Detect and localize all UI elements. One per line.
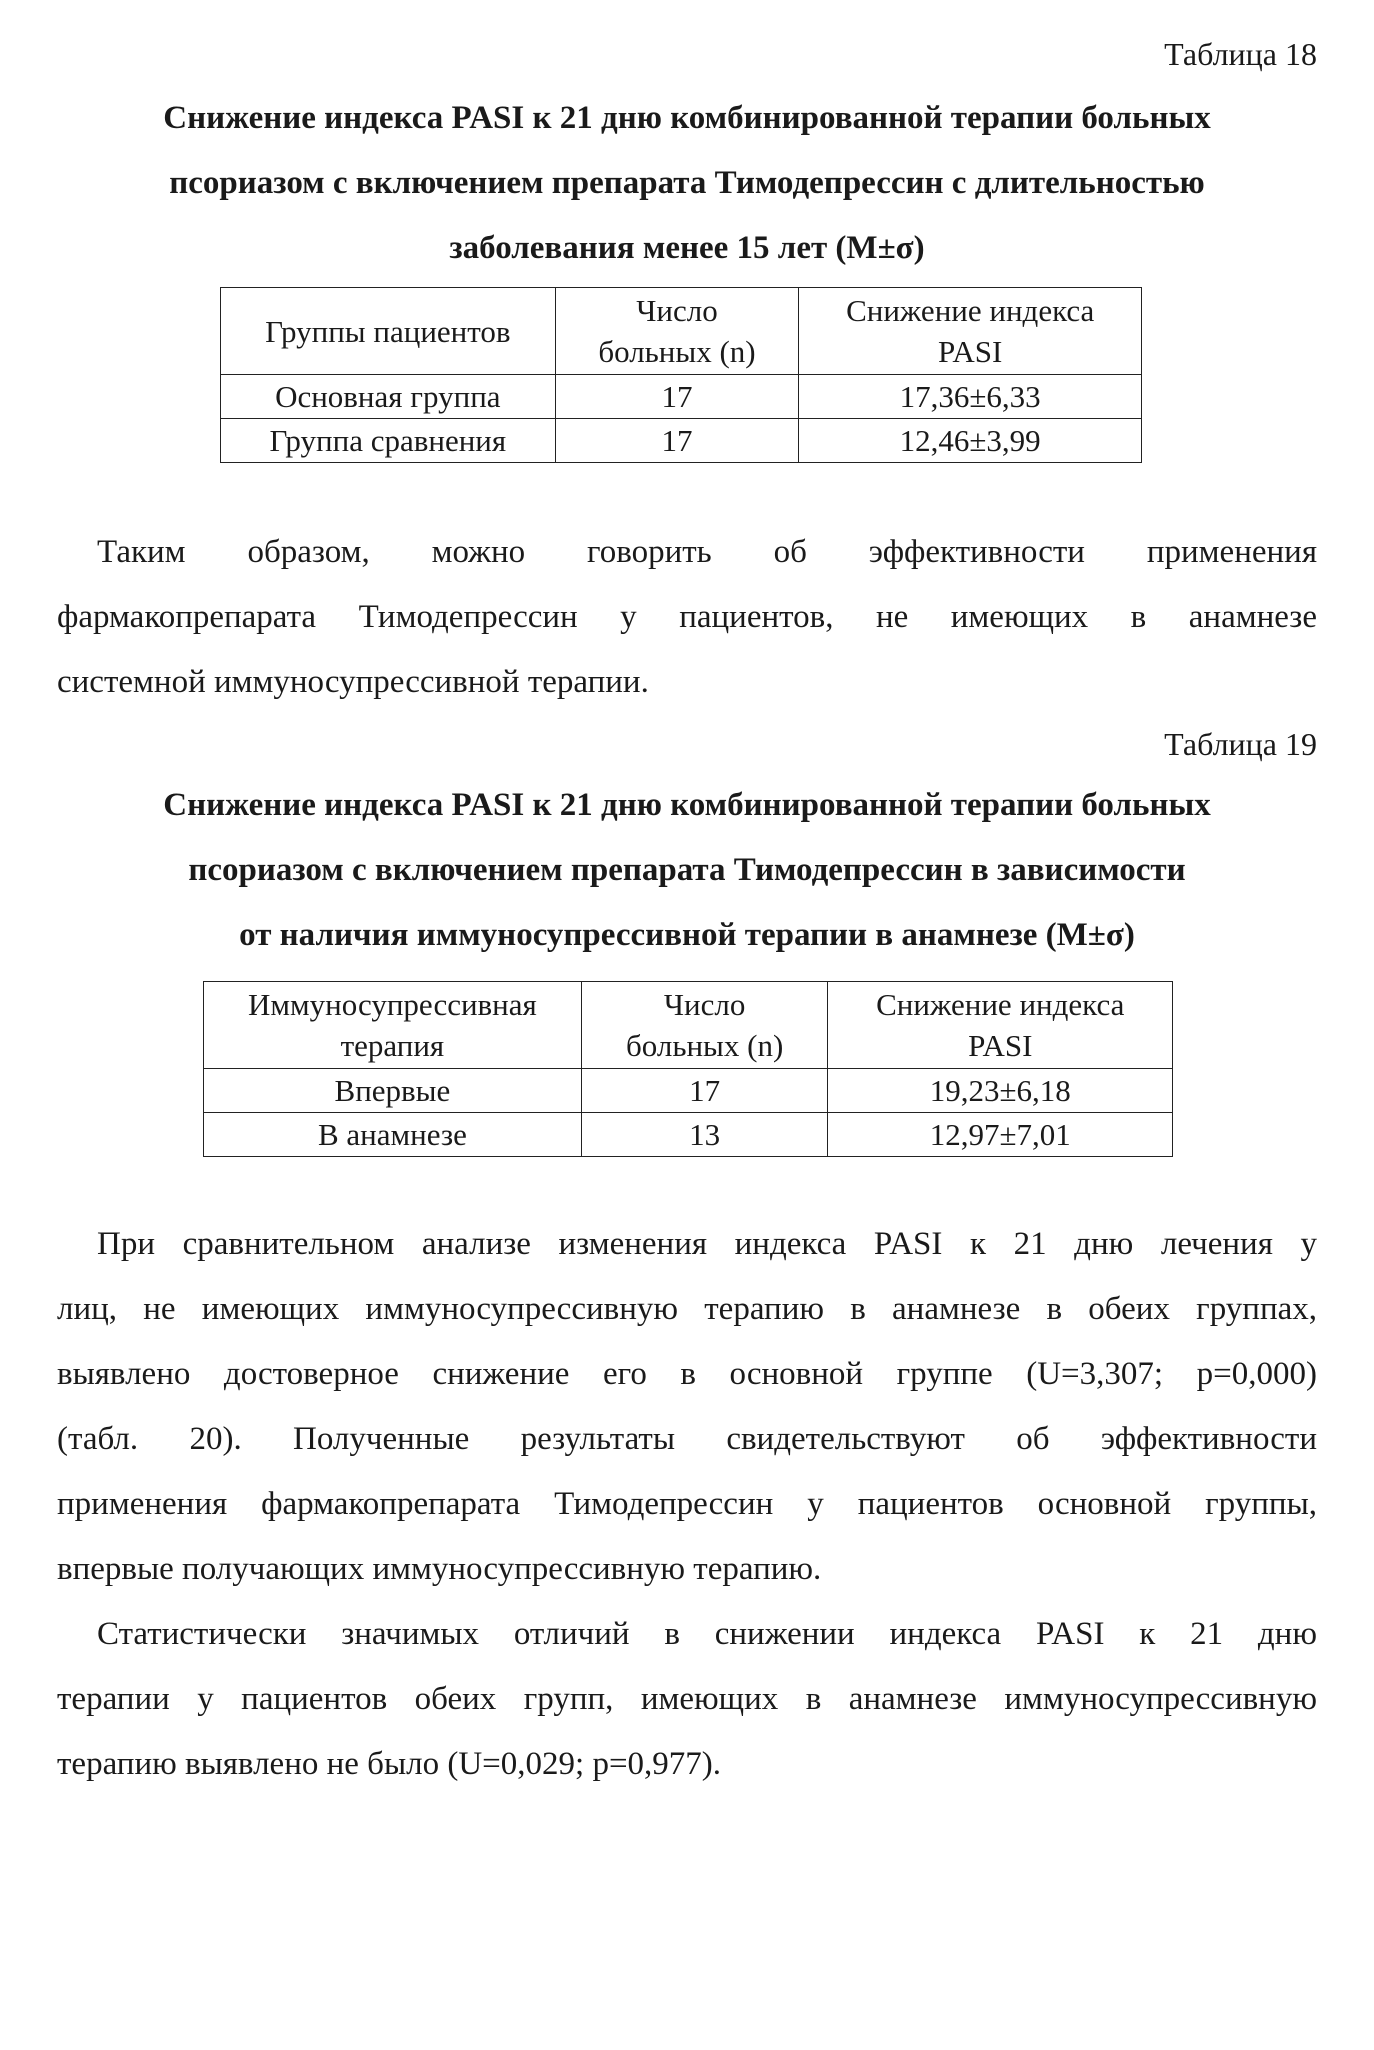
paragraph-line: терапию выявлено не было (U=0,029; p=0,977). <box>57 1746 722 1782</box>
table-cell: В анамнезе <box>204 1113 582 1157</box>
header-cell-therapy <box>204 982 582 1069</box>
table-19-title-line: Снижение индекса PASI к 21 дню комбинированной терапии больных <box>163 787 1211 823</box>
table-18-title-line: псориазом с включением препарата Тимодепрессин с длительностью <box>169 165 1205 201</box>
paragraph-line: При сравнительном анализе изменения индекса PASI к 21 дню лечения у <box>97 1226 1317 1262</box>
table-18-title <box>60 86 1314 281</box>
table-18-label: Таблица 18 <box>1164 36 1317 72</box>
table-cell: 17,36±6,33 <box>799 375 1142 419</box>
table-18-title-line: заболевания менее 15 лет (М±σ) <box>449 230 925 266</box>
header-text: PASI <box>938 334 1003 369</box>
header-text: PASI <box>968 1028 1033 1063</box>
header-text: терапия <box>340 1028 445 1063</box>
paragraph-line: терапии у пациентов обеих групп, имеющих в анамнезе иммуносупрессивную <box>57 1681 1317 1717</box>
table-row <box>221 375 1142 419</box>
header-cell-count <box>555 288 799 375</box>
table-row <box>204 1113 1173 1157</box>
paragraph-line: Статистически значимых отличий в снижении индекса PASI к 21 дню <box>97 1616 1317 1652</box>
header-text: Иммуносупрессивная <box>247 987 537 1022</box>
table-cell: 13 <box>581 1113 828 1157</box>
paragraph-line: лиц, не имеющих иммуносупрессивную терапию в анамнезе в обеих группах, <box>57 1291 1317 1327</box>
paragraph-line: впервые получающих иммуносупрессивную терапию. <box>57 1551 822 1587</box>
header-cell-count <box>581 982 828 1069</box>
table-row <box>221 419 1142 463</box>
header-text: Снижение индекса <box>876 987 1125 1022</box>
table-19 <box>203 981 1173 1157</box>
table-cell: 19,23±6,18 <box>828 1069 1173 1113</box>
table-19-title <box>60 773 1314 968</box>
header-text: Группы пациентов <box>265 313 511 349</box>
paragraph-line: фармакопрепарата Тимодепрессин у пациентов, не имеющих в анамнезе <box>57 599 1317 635</box>
paragraph-line: Таким образом, можно говорить об эффективности применения <box>97 534 1317 570</box>
table-19-label: Таблица 19 <box>1164 726 1317 762</box>
paragraph-3 <box>57 1602 1317 1797</box>
table-cell: 12,46±3,99 <box>799 419 1142 463</box>
header-text: больных (n) <box>625 1028 784 1063</box>
table-header-row <box>221 288 1142 375</box>
header-text: больных (n) <box>598 334 756 369</box>
table-cell: Впервые <box>204 1069 582 1113</box>
table-18-title-line: Снижение индекса PASI к 21 дню комбинированной терапии больных <box>163 100 1211 136</box>
header-cell-groups <box>221 288 556 375</box>
table-19-title-line: псориазом с включением препарата Тимодепрессин в зависимости <box>188 852 1186 888</box>
table-cell: 12,97±7,01 <box>828 1113 1173 1157</box>
table-cell: 17 <box>581 1069 828 1113</box>
paragraph-line: системной иммуносупрессивной терапии. <box>57 664 649 700</box>
header-text: Число <box>663 987 746 1022</box>
header-cell-pasi <box>828 982 1173 1069</box>
table-cell: Основная группа <box>221 375 556 419</box>
paragraph-line: (табл. 20). Полученные результаты свидетельствуют об эффективности <box>57 1421 1317 1457</box>
paragraph-line: применения фармакопрепарата Тимодепрессин у пациентов основной группы, <box>57 1486 1317 1522</box>
table-19-title-line: от наличия иммуносупрессивной терапии в анамнезе (М±σ) <box>239 917 1135 953</box>
paragraph-line: выявлено достоверное снижение его в основной группе (U=3,307; p=0,000) <box>57 1356 1317 1392</box>
header-cell-pasi <box>799 288 1142 375</box>
table-header-row <box>204 982 1173 1069</box>
table-row <box>204 1069 1173 1113</box>
table-cell: 17 <box>555 375 799 419</box>
table-cell: Группа сравнения <box>221 419 556 463</box>
paragraph-2 <box>57 1212 1317 1602</box>
paragraph-1 <box>57 520 1317 715</box>
table-18 <box>220 287 1142 463</box>
header-text: Число <box>636 293 718 328</box>
table-cell: 17 <box>555 419 799 463</box>
header-text: Снижение индекса <box>846 293 1095 328</box>
